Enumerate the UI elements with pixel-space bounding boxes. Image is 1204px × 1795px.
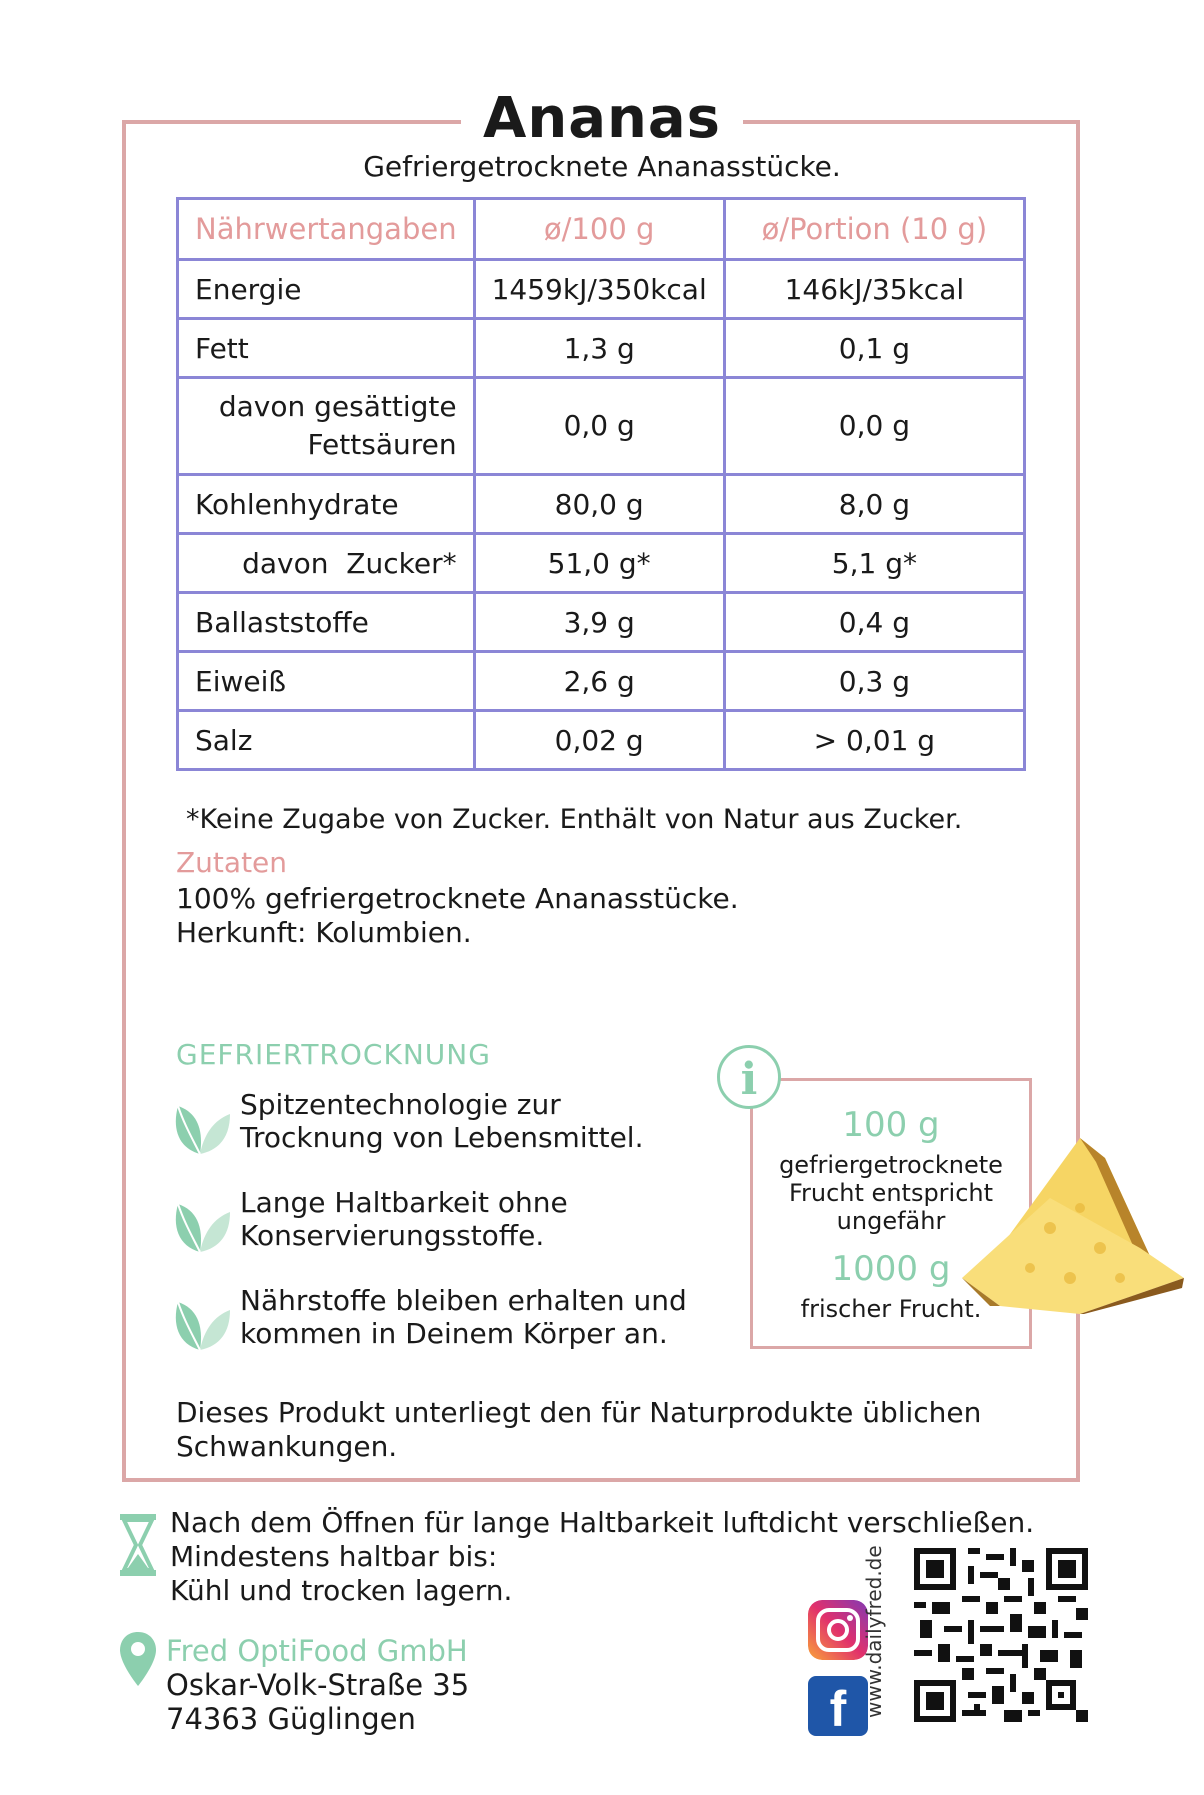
row-per100: 0,0 g	[474, 378, 724, 475]
row-per100: 51,0 g*	[474, 534, 724, 593]
table-row	[178, 534, 1025, 593]
fresh-amount: 1000 g	[831, 1249, 951, 1289]
row-portion: > 0,01 g	[724, 711, 1024, 770]
row-label: davon gesättigte Fettsäuren	[178, 378, 475, 475]
company-street: Oskar-Volk-Straße 35	[166, 1668, 470, 1702]
row-label: Ballaststoffe	[178, 593, 475, 652]
disclaimer-text: Dieses Produkt unterliegt den für Naturprodukte üblichen Schwankungen.	[176, 1396, 982, 1463]
table-row	[178, 711, 1025, 770]
feature-text: Lange Haltbarkeit ohne Konservierungsstoffe.	[240, 1186, 568, 1252]
table-row	[178, 378, 1025, 475]
feature-item	[170, 1284, 730, 1354]
feature-text: Nährstoffe bleiben erhalten und kommen in Deinem Körper an.	[240, 1284, 687, 1350]
dried-amount: 100 g	[842, 1105, 940, 1145]
feature-item	[170, 1186, 730, 1256]
freeze-drying-heading: GEFRIERTROCKNUNG	[176, 1038, 491, 1071]
row-label: Salz	[178, 711, 475, 770]
facebook-icon[interactable]: f	[808, 1676, 868, 1736]
row-portion: 0,3 g	[724, 652, 1024, 711]
table-row	[178, 652, 1025, 711]
row-per100: 1459kJ/350kcal	[474, 260, 724, 319]
row-portion: 146kJ/35kcal	[724, 260, 1024, 319]
company-name: Fred OptiFood GmbH	[166, 1634, 468, 1668]
header-per-100g: ø/100 g	[474, 199, 724, 260]
row-per100: 3,9 g	[474, 593, 724, 652]
header-per-portion: ø/Portion (10 g)	[724, 199, 1024, 260]
table-row	[178, 593, 1025, 652]
pineapple-image	[960, 1128, 1184, 1314]
row-label: Kohlenhydrate	[178, 475, 475, 534]
table-row	[178, 319, 1025, 378]
row-portion: 0,1 g	[724, 319, 1024, 378]
row-portion: 0,4 g	[724, 593, 1024, 652]
leaf-icon	[170, 1196, 232, 1256]
website-url[interactable]: www.dailyfred.de	[862, 1545, 886, 1718]
best-before-line: Mindestens haltbar bis:	[170, 1540, 498, 1573]
company-address	[166, 1634, 469, 1736]
row-label: Fett	[178, 319, 475, 378]
ingredients-heading: Zutaten	[176, 846, 288, 879]
table-row	[178, 475, 1025, 534]
row-portion: 0,0 g	[724, 378, 1024, 475]
storage-line-3: Kühl und trocken lagern.	[170, 1574, 513, 1607]
sugar-footnote: *Keine Zugabe von Zucker. Enthält von Natur aus Zucker.	[186, 804, 963, 835]
row-per100: 0,02 g	[474, 711, 724, 770]
ingredients-text	[176, 882, 739, 950]
origin-line: Herkunft: Kolumbien.	[176, 916, 472, 949]
table-row	[178, 260, 1025, 319]
row-per100: 2,6 g	[474, 652, 724, 711]
leaf-icon	[170, 1294, 232, 1354]
product-title: Ananas	[461, 86, 743, 151]
row-portion: 5,1 g*	[724, 534, 1024, 593]
row-label: Energie	[178, 260, 475, 319]
info-icon: i	[717, 1045, 781, 1109]
leaf-icon	[170, 1098, 232, 1158]
hourglass-icon	[118, 1512, 158, 1578]
info-text-middle: gefriergetrocknete Frucht entspricht ungefähr	[779, 1151, 1003, 1235]
row-label: Eiweiß	[178, 652, 475, 711]
table-header-row	[178, 199, 1025, 260]
ingredients-line: 100% gefriergetrocknete Ananasstücke.	[176, 882, 739, 915]
instagram-icon[interactable]	[808, 1600, 868, 1660]
feature-text: Spitzentechnologie zur Trocknung von Lebensmittel.	[240, 1088, 644, 1154]
row-per100: 1,3 g	[474, 319, 724, 378]
product-title-wrap	[0, 84, 1204, 154]
row-per100: 80,0 g	[474, 475, 724, 534]
company-city: 74363 Güglingen	[166, 1702, 416, 1736]
nutrition-table	[176, 197, 1026, 771]
storage-info	[170, 1506, 1034, 1608]
storage-line-1: Nach dem Öffnen für lange Haltbarkeit luftdicht verschließen.	[170, 1506, 1035, 1539]
location-pin-icon	[118, 1630, 158, 1688]
header-nutrition: Nährwertangaben	[178, 199, 475, 260]
qr-code	[914, 1548, 1088, 1722]
row-label: davon Zucker*	[178, 534, 475, 593]
product-subtitle: Gefriergetrocknete Ananasstücke.	[363, 150, 841, 183]
row-portion: 8,0 g	[724, 475, 1024, 534]
feature-item	[170, 1088, 730, 1158]
info-text-end: frischer Frucht.	[800, 1295, 982, 1323]
